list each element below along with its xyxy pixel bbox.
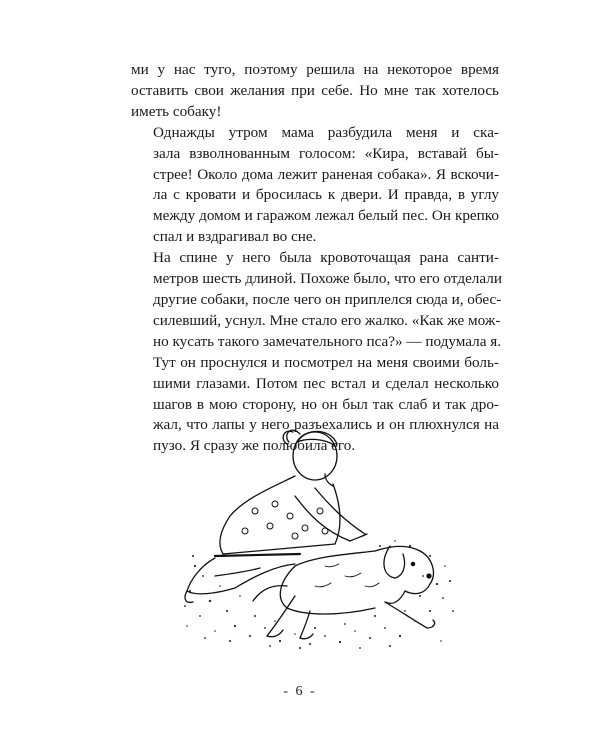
text-line: оставить свои желания при себе. Но мне так хотелось	[131, 81, 499, 99]
text-line: На спине у него была кровоточащая рана санти-	[153, 249, 499, 267]
paragraph	[131, 123, 499, 248]
text-line: Тут он проснулся и посмотрел на меня своими боль-	[153, 353, 499, 371]
girl-with-dog-illustration	[175, 416, 460, 652]
dog-figure	[253, 546, 435, 639]
text-line: ла с кровати и бросилась к двери. И правда, в углу	[153, 186, 499, 204]
text-line: метров шесть длиной. Похоже было, что его отделали	[153, 270, 502, 288]
text-line: зала взволнованным голосом: «Кира, вставай бы-	[153, 144, 499, 162]
page-number: - 6 -	[283, 684, 317, 699]
text-line: ми у нас туго, поэтому решила на некоторое время	[131, 61, 499, 78]
text-line: иметь собаку!	[131, 102, 222, 120]
paragraph	[131, 60, 499, 123]
text-line: пузо. Я сразу же полюбила его.	[153, 437, 356, 455]
text-line: шими глазами. Потом пес встал и сделал несколько	[153, 374, 499, 392]
text-line: стрее! Около дома лежит раненая собака». Я вскочи-	[153, 165, 499, 183]
text-line: Однажды утром мама разбудила меня и ска-	[153, 123, 499, 141]
text-line: спал и вздрагивал во сне.	[153, 228, 317, 246]
body-text	[131, 60, 502, 457]
text-line: силевший, уснул. Мне стало его жалко. «Как же мож-	[153, 311, 501, 329]
sweater-pattern	[242, 501, 328, 539]
text-line: шагов в мою сторону, но он был так слаб и так дро-	[153, 395, 499, 413]
text-line: между домом и гаражом лежал белый пес. Он крепко	[153, 207, 499, 225]
text-line: другие собаки, после чего он приплелся сюда и, обес-	[153, 290, 502, 308]
girl-figure	[185, 430, 367, 602]
text-line: жал, что лапы у него разъехались и он плюхнулся на	[153, 416, 499, 434]
text-line: но кусать такого замечательного пса?» — подумала я.	[153, 332, 502, 350]
